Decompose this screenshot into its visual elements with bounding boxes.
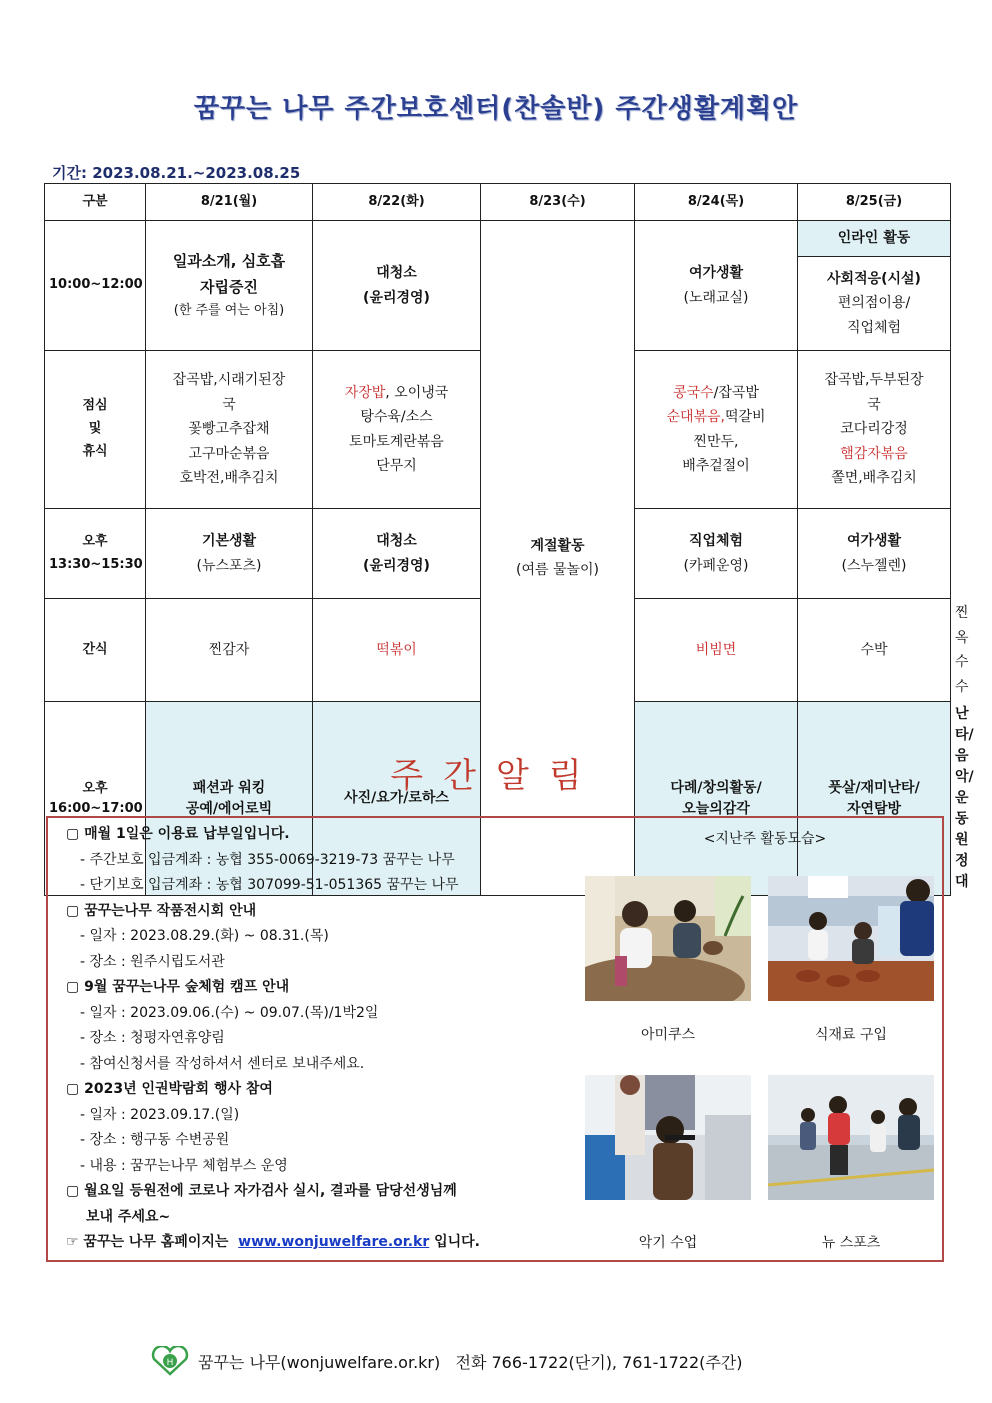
header-cell: 8/21(월) [146,184,313,221]
photos-title: <지난주 활동모습> [703,831,827,847]
row-label: 10:00~12:00 [45,221,146,351]
cell-snack: 찐감자 [146,599,313,702]
notice-line: - 참여신청서를 작성하셔서 센터로 보내주세요. [80,1055,365,1072]
cell-mon-am: 일과소개, 심호흡 자립증진 (한 주를 여는 아침) [146,221,313,351]
morning-row [45,221,951,257]
notice-line: - 일자 : 2023.09.06.(수) ~ 09.07.(목)/1박2일 [80,1004,379,1021]
cell-late: 다례/창의활동/ 오늘의감각 [635,702,798,896]
snack-row: 간식 찐감자 떡볶이 비빔면 수박 찐 옥수수 [45,599,951,702]
notice-line: ▢ 2023년 인권박람회 행사 참여 [66,1081,273,1097]
cell-thu-am: 여가생활 (노래교실) [635,221,798,351]
notice-line: ▢ 9월 꿈꾸는나무 숲체험 캠프 안내 [66,979,290,995]
cell-mon-lunch: 잡곡밥,시래기된장 국 꽃빵고추잡채 고구마순볶음 호박전,배추김치 [146,351,313,509]
photo-caption: 뉴 스포츠 [821,1235,881,1251]
notice-line: - 장소 : 행구동 수변공원 [80,1132,230,1148]
cell-snack: 떡볶이 [313,599,481,702]
cell-mon-pm: 기본생활 (뉴스포츠) [146,509,313,599]
notice-line: ▢ 꿈꾸는나무 작품전시회 안내 [66,902,257,919]
notice-line: - 내용 : 꿈꾸는나무 체험부스 운영 [80,1157,288,1174]
cell-late: 패션과 워킹 공예/에어로빅 [146,702,313,896]
cell-tue-lunch: 자장밥, 오이냉국 탕수육/소스 토마토계란볶음 단무지 [313,351,481,509]
header-cell: 8/24(목) [635,184,798,221]
period: 기간: 2023.08.21.~2023.08.25 [52,164,301,182]
photo-grocery [768,876,934,1001]
footer [150,1346,870,1376]
notice-title: 주간알림 [390,756,602,796]
photo-instrument [585,1075,751,1200]
header-cell: 구분 [45,184,146,221]
late-row: 오후 16:00~17:00 패션과 워킹 공예/에어로빅 사진/요가/로하스 다례/창의활동/ 오늘의감각 풋살/재미난타/ 자연탐방 난타/음악/ 운동원정대 [45,702,951,896]
photo-newsports [768,1075,934,1200]
cell-late: 풋살/재미난타/ 자연탐방 [798,702,951,896]
cell-tue-am: 대청소 (윤리경영) [313,221,481,351]
cell-wed-all: 계절활동 (여름 물놀이) [481,221,635,896]
header-row [45,184,951,221]
cell-fri-pm: 여가생활 (스누젤렌) [798,509,951,599]
notice-line: ▢ 월요일 등원전에 코로나 자가검사 실시, 결과를 담당선생님께 [66,1183,457,1199]
notice-line: - 일자 : 2023.08.29.(화) ~ 08.31.(목) [80,928,329,944]
page-title: 꿈꾸는 나무 주간보호센터(찬솔반) 주간생활계획안 [193,94,799,124]
cell-thu-lunch: 콩국수/잡곡밥 순대볶음,떡갈비 찐만두, 배추겉절이 [635,351,798,509]
cell-snack: 비빔면 [635,599,798,702]
notice-line: - 주간보호 입금계좌 : 농협 355-0069-3219-73 꿈꾸는 나무 [80,851,455,868]
row-label: 오후 13:30~15:30 [45,509,146,599]
cell-fri-lunch: 잡곡밥,두부된장 국 코다리강정 햄감자볶음 쫄면,배추김치 [798,351,951,509]
notice-line: - 단기보호 입금계좌 : 농협 307099-51-051365 꿈꾸는 나무 [80,877,459,893]
notice-line: - 장소 : 원주시립도서관 [80,953,225,970]
homepage-line: ☞ 꿈꾸는 나무 홈페이지는 www.wonjuwelfare.or.kr 입니다. [66,1234,480,1250]
cell-fri-online: 인라인 활동 [798,221,951,257]
cell-late: 사진/요가/로하스 [313,702,481,896]
photo-amicus [585,876,751,1001]
row-label: 점심 및 휴식 [45,351,146,509]
photo-caption: 악기 수업 [638,1235,698,1251]
cell-fri-am: 사회적응(시설) 편의점이용/ 직업체험 [798,257,951,351]
cell-tue-pm: 대청소 (윤리경영) [313,509,481,599]
notice-list [66,822,576,1256]
header-cell: 8/23(수) [481,184,635,221]
photo-caption: 아미쿠스 [640,1027,696,1043]
svg-text:H: H [166,1358,174,1368]
notice-line: - 장소 : 청평자연휴양림 [80,1030,225,1046]
heart-logo-icon [150,1346,190,1376]
row-label: 오후 16:00~17:00 [45,702,146,896]
notice-line: 보내 주세요~ [86,1208,171,1225]
notice-line: ▢ 매월 1일은 이용료 납부일입니다. [66,826,290,842]
row-label: 간식 [45,599,146,702]
notice-line: - 일자 : 2023.09.17.(일) [80,1106,240,1123]
homepage-link[interactable]: www.wonjuwelfare.or.kr [238,1234,430,1250]
photo-caption: 식재료 구입 [814,1027,888,1043]
footer-text: 꿈꾸는 나무(wonjuwelfare.or.kr) 전화 766-1722(단기), 761-1722(주간) [198,1352,743,1372]
header-cell: 8/22(화) [313,184,481,221]
cell-snack: 수박 [798,599,951,702]
header-cell: 8/25(금) [798,184,951,221]
cell-thu-pm: 직업체험 (카페운영) [635,509,798,599]
